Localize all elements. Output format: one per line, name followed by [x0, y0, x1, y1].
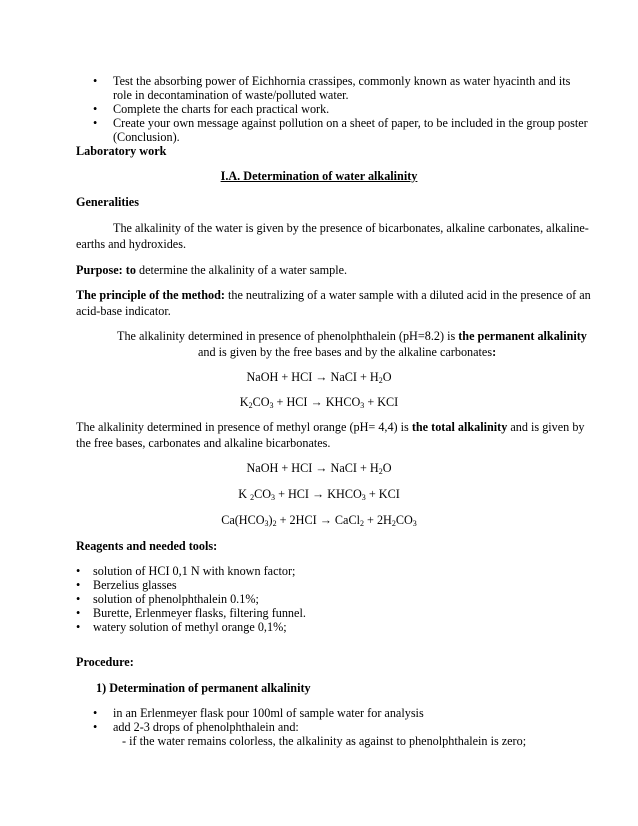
equation-5	[0, 514, 638, 526]
generalities-heading: Generalities	[76, 195, 139, 209]
purpose-text: determine the alkalinity of a water sample.	[135, 263, 348, 277]
eq-sub: 2	[250, 493, 255, 502]
eq-sub: 2	[272, 519, 277, 528]
purpose-line	[76, 264, 347, 276]
eq-part: K	[238, 487, 251, 501]
eq-sub: 2	[359, 519, 364, 528]
bullet-marker: •	[76, 620, 81, 634]
eq-part: CO	[395, 513, 413, 527]
permanent-text: The alkalinity determined in presence of phenolphthalein (pH=8.2) is	[117, 329, 459, 343]
eq-sub: 3	[269, 401, 274, 410]
step-1-bullet: add 2-3 drops of phenolphthalein and:	[113, 720, 299, 734]
total-text: The alkalinity determined in presence of methyl orange (pH= 4,4) is	[76, 420, 412, 434]
eq-part: K	[239, 395, 249, 409]
bullet-marker: •	[76, 606, 81, 620]
equation-4	[0, 488, 638, 500]
eq-sub: 3	[264, 519, 269, 528]
step-1-heading: 1) Determination of permanent alkalinity	[96, 681, 311, 695]
equation-3	[0, 462, 638, 474]
eq-part: + 2HCI → CaCl	[276, 513, 360, 527]
total-text-post: and is given by	[507, 420, 585, 434]
step-1-sub-item: - if the water remains colorless, the alkalinity as against to phenolphthalein is zero;	[122, 734, 527, 748]
bullet-marker: •	[93, 720, 98, 734]
eq-part: CO	[254, 487, 272, 501]
generalities-text-line-2: earths and hydroxides.	[76, 237, 186, 251]
purpose-label: Purpose: to	[76, 263, 136, 277]
bullet-marker: •	[76, 578, 81, 592]
permanent-colon: :	[492, 345, 497, 359]
reagents-heading: Reagents and needed tools:	[76, 539, 218, 553]
generalities-text-line-1: The alkalinity of the water is given by the presence of bicarbonates, alkaline carbonates, alkaline-	[113, 221, 589, 235]
principle-label: The principle of the method:	[76, 288, 225, 302]
bullet-marker: •	[93, 74, 98, 88]
eq-part: NaOH + HCI → NaCI + H	[246, 370, 379, 384]
eq-part: O	[382, 461, 392, 475]
eq-part: O	[382, 370, 392, 384]
permanent-line-2	[198, 346, 496, 358]
eq-sub: 3	[412, 519, 417, 528]
reagent-item: Burette, Erlenmeyer flasks, filtering funnel.	[93, 606, 306, 620]
eq-sub: 3	[361, 493, 366, 502]
eq-sub: 2	[391, 519, 396, 528]
eq-part: + KCI	[365, 487, 400, 501]
reagent-item: watery solution of methyl orange 0,1%;	[93, 620, 287, 634]
eq-part: NaOH + HCI → NaCI + H	[246, 461, 379, 475]
principle-line-1	[76, 289, 591, 301]
bullet-marker: •	[93, 706, 98, 720]
eq-sub: 3	[360, 401, 365, 410]
principle-line-2: acid-base indicator.	[76, 304, 171, 318]
intro-bullet-3-line-1: Create your own message against pollution on a sheet of paper, to be included in the group poster	[113, 116, 588, 130]
eq-part: Ca(HCO	[221, 513, 265, 527]
eq-part: + HCI → KHCO	[275, 487, 362, 501]
equation-1	[0, 371, 638, 383]
bullet-marker: •	[76, 592, 81, 606]
eq-part: CO	[252, 395, 270, 409]
eq-sub: 2	[378, 376, 383, 385]
total-alkalinity-term: the total alkalinity	[411, 420, 508, 434]
equation-2	[0, 396, 638, 408]
eq-sub: 2	[378, 467, 383, 476]
procedure-heading: Procedure:	[76, 655, 134, 669]
eq-part: + 2H	[363, 513, 392, 527]
bullet-marker: •	[93, 102, 98, 116]
total-line-2: the free bases, carbonates and alkaline bicarbonates.	[76, 436, 331, 450]
intro-bullet-3-line-2: (Conclusion).	[113, 130, 180, 144]
principle-text: the neutralizing of a water sample with a diluted acid in the presence of an	[224, 288, 591, 302]
section-title: I.A. Determination of water alkalinity	[220, 169, 418, 183]
eq-part: + KCI	[364, 395, 399, 409]
step-1-bullet: in an Erlenmeyer flask pour 100ml of sample water for analysis	[113, 706, 424, 720]
eq-sub: 2	[248, 401, 253, 410]
bullet-marker: •	[76, 564, 81, 578]
reagent-item: solution of phenolphthalein 0.1%;	[93, 592, 259, 606]
permanent-line-1	[117, 330, 587, 342]
eq-part: )	[268, 513, 273, 527]
intro-bullet-1-line-2: role in decontamination of waste/polluted water.	[113, 88, 349, 102]
total-line-1	[76, 421, 585, 433]
intro-bullet-1-line-1: Test the absorbing power of Eichhornia crassipes, commonly known as water hyacinth and its	[113, 74, 571, 88]
lab-heading: Laboratory work	[76, 144, 167, 158]
permanent-alkalinity-term: the permanent alkalinity	[458, 329, 587, 343]
permanent-text-2: and is given by the free bases and by the alkaline carbonates	[198, 345, 493, 359]
reagent-item: Berzelius glasses	[93, 578, 177, 592]
reagent-item: solution of HCI 0,1 N with known factor;	[93, 564, 296, 578]
eq-sub: 3	[271, 493, 276, 502]
bullet-marker: •	[93, 116, 98, 130]
eq-part: + HCI → KHCO	[273, 395, 361, 409]
intro-bullet-2: Complete the charts for each practical work.	[113, 102, 330, 116]
